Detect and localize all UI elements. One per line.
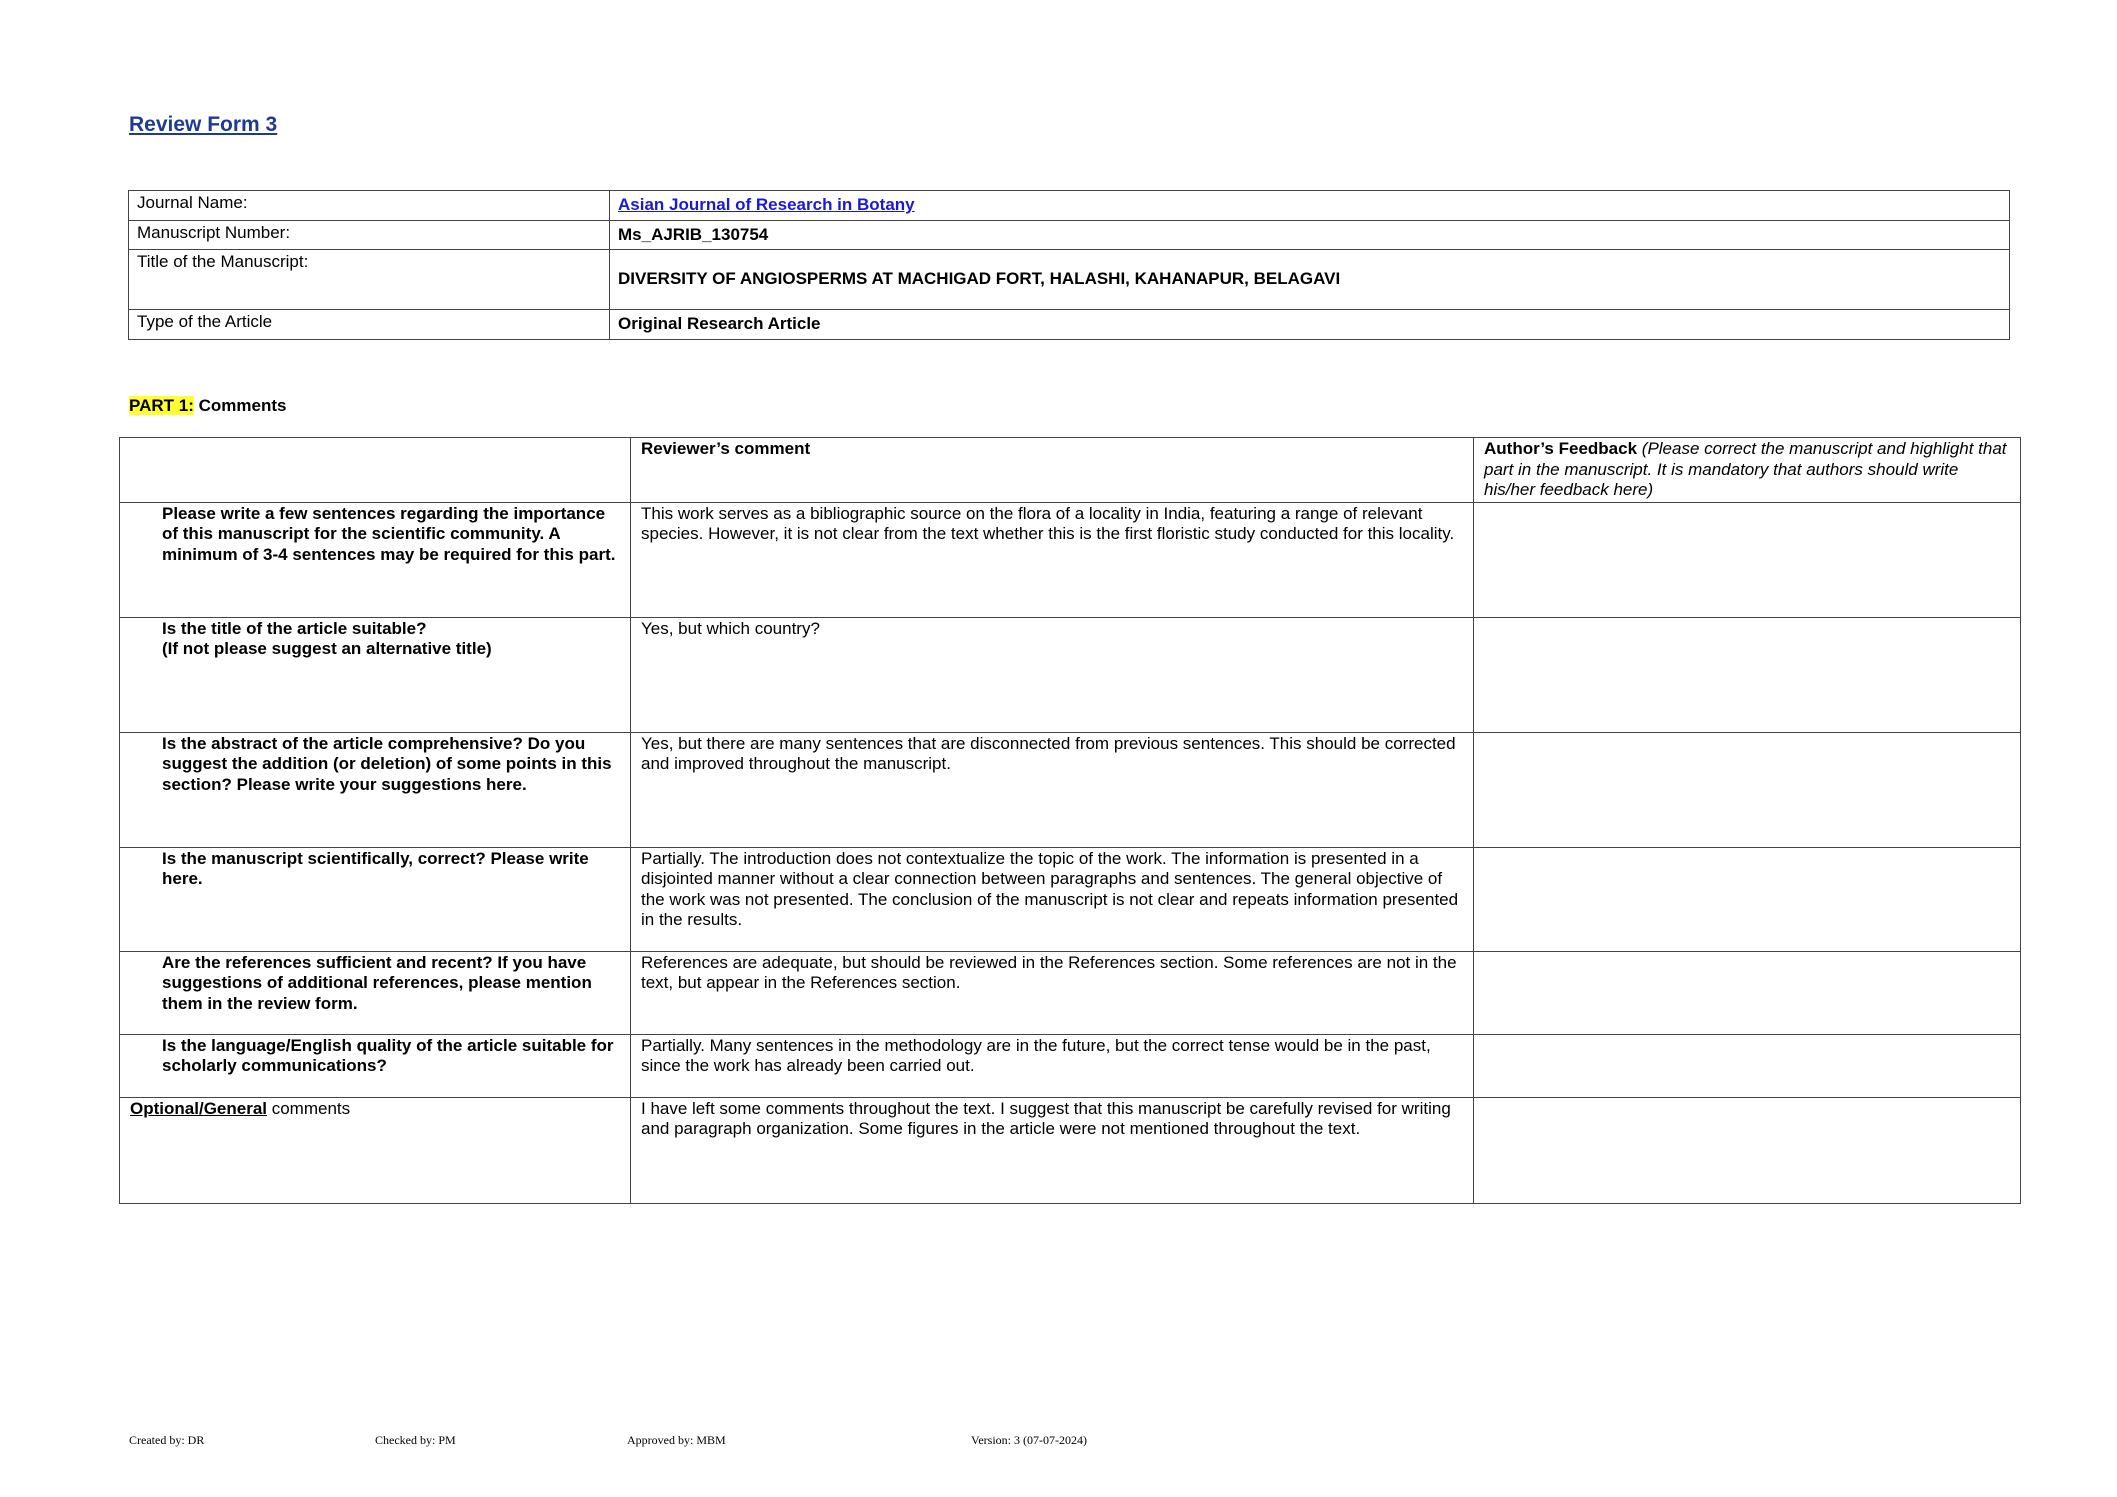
reviewer-comment-language: Partially. Many sentences in the methodology are in the future, but the correct tense would be in the past, since the work has already been carried out. xyxy=(631,1034,1474,1097)
reviewer-comment-optional: I have left some comments throughout the text. I suggest that this manuscript be carefully revised for writing and paragraph organization. Some figures in the article were not mentioned throughout the text. xyxy=(631,1097,1474,1203)
question-title-line2: (If not please suggest an alternative title) xyxy=(162,639,492,658)
optional-label: Optional xyxy=(130,1098,199,1118)
table-row xyxy=(120,847,2021,951)
part1-label: PART 1: xyxy=(129,396,194,415)
table-row xyxy=(120,617,2021,732)
manuscript-title-label: Title of the Manuscript: xyxy=(129,250,610,310)
reviewer-comment-scientific: Partially. The introduction does not contextualize the topic of the work. The information is presented in a disjointed manner without a clear connection between paragraphs and sentences. The general objective of the work was not presented. The conclusion of the manuscript is not clear and repeats information presented in the results. xyxy=(631,847,1474,951)
general-label: General xyxy=(203,1098,267,1118)
manuscript-number-row xyxy=(129,220,2010,250)
table-row xyxy=(120,1034,2021,1097)
optional-general-label xyxy=(120,1097,631,1203)
author-feedback-importance[interactable] xyxy=(1474,502,2021,617)
question-references: Are the references sufficient and recent? If you have suggestions of additional references, please mention them in the review form. xyxy=(120,951,631,1034)
author-feedback-optional[interactable] xyxy=(1474,1097,2021,1203)
reviewer-comment-title: Yes, but which country? xyxy=(631,617,1474,732)
reviewer-comment-importance: This work serves as a bibliographic source on the flora of a locality in India, featuring a range of relevant species. However, it is not clear from the text whether this is the first floristic study conducted for this locality. xyxy=(631,502,1474,617)
question-importance: Please write a few sentences regarding the importance of this manuscript for the scientific community. A minimum of 3-4 sentences may be required for this part. xyxy=(120,502,631,617)
journal-row xyxy=(129,191,2010,221)
question-scientific: Is the manuscript scientifically, correct? Please write here. xyxy=(120,847,631,951)
journal-label: Journal Name: xyxy=(129,191,610,221)
part1-title: Comments xyxy=(198,396,287,415)
part1-heading xyxy=(129,396,286,416)
reviewer-comment-header: Reviewer’s comment xyxy=(631,438,1474,503)
reviewer-comment-references: References are adequate, but should be reviewed in the References section. Some references are not in the text, but appear in the References section. xyxy=(631,951,1474,1034)
form-title: Review Form 3 xyxy=(129,113,278,136)
question-language: Is the language/English quality of the article suitable for scholarly communications? xyxy=(120,1034,631,1097)
comments-table xyxy=(119,437,2021,1204)
question-title-line1: Is the title of the article suitable? xyxy=(162,618,427,638)
manuscript-number-value: Ms_AJRIB_130754 xyxy=(610,220,2010,250)
author-feedback-instructions: (Please correct the manuscript and highlight that part in the manuscript. It is mandatory that authors should write his/her feedback here) xyxy=(1484,439,2007,499)
article-type-value: Original Research Article xyxy=(610,310,2010,340)
manuscript-number-label: Manuscript Number: xyxy=(129,220,610,250)
manuscript-info-table xyxy=(128,190,2010,340)
comments-header-row xyxy=(120,438,2021,503)
author-feedback-language[interactable] xyxy=(1474,1034,2021,1097)
author-feedback-title-row[interactable] xyxy=(1474,617,2021,732)
author-feedback-references[interactable] xyxy=(1474,951,2021,1034)
question-title xyxy=(120,617,631,732)
table-row xyxy=(120,502,2021,617)
footer-version: Version: 3 (07-07-2024) xyxy=(971,1433,1087,1447)
table-row xyxy=(120,951,2021,1034)
author-feedback-scientific[interactable] xyxy=(1474,847,2021,951)
article-type-label: Type of the Article xyxy=(129,310,610,340)
author-feedback-header xyxy=(1474,438,2021,503)
author-feedback-abstract[interactable] xyxy=(1474,732,2021,847)
question-abstract: Is the abstract of the article comprehensive? Do you suggest the addition (or deletion) of some points in this section? Please write your suggestions here. xyxy=(120,732,631,847)
journal-value-cell xyxy=(610,191,2010,221)
article-type-row xyxy=(129,310,2010,340)
table-row xyxy=(120,732,2021,847)
footer-approved-by: Approved by: MBM xyxy=(627,1433,726,1447)
manuscript-title-row xyxy=(129,250,2010,310)
comments-label: comments xyxy=(267,1098,351,1118)
footer-created-by: Created by: DR xyxy=(129,1433,205,1447)
author-feedback-title: Author’s Feedback xyxy=(1484,439,1638,458)
reviewer-comment-abstract: Yes, but there are many sentences that are disconnected from previous sentences. This should be corrected and improved throughout the manuscript. xyxy=(631,732,1474,847)
optional-separator: / xyxy=(198,1098,204,1118)
manuscript-title-value: DIVERSITY OF ANGIOSPERMS AT MACHIGAD FORT, HALASHI, KAHANAPUR, BELAGAVI xyxy=(610,250,2010,310)
footer-checked-by: Checked by: PM xyxy=(375,1433,456,1447)
journal-link[interactable]: Asian Journal of Research in Botany xyxy=(618,195,915,214)
header-empty-cell xyxy=(120,438,631,503)
optional-comments-row xyxy=(120,1097,2021,1203)
